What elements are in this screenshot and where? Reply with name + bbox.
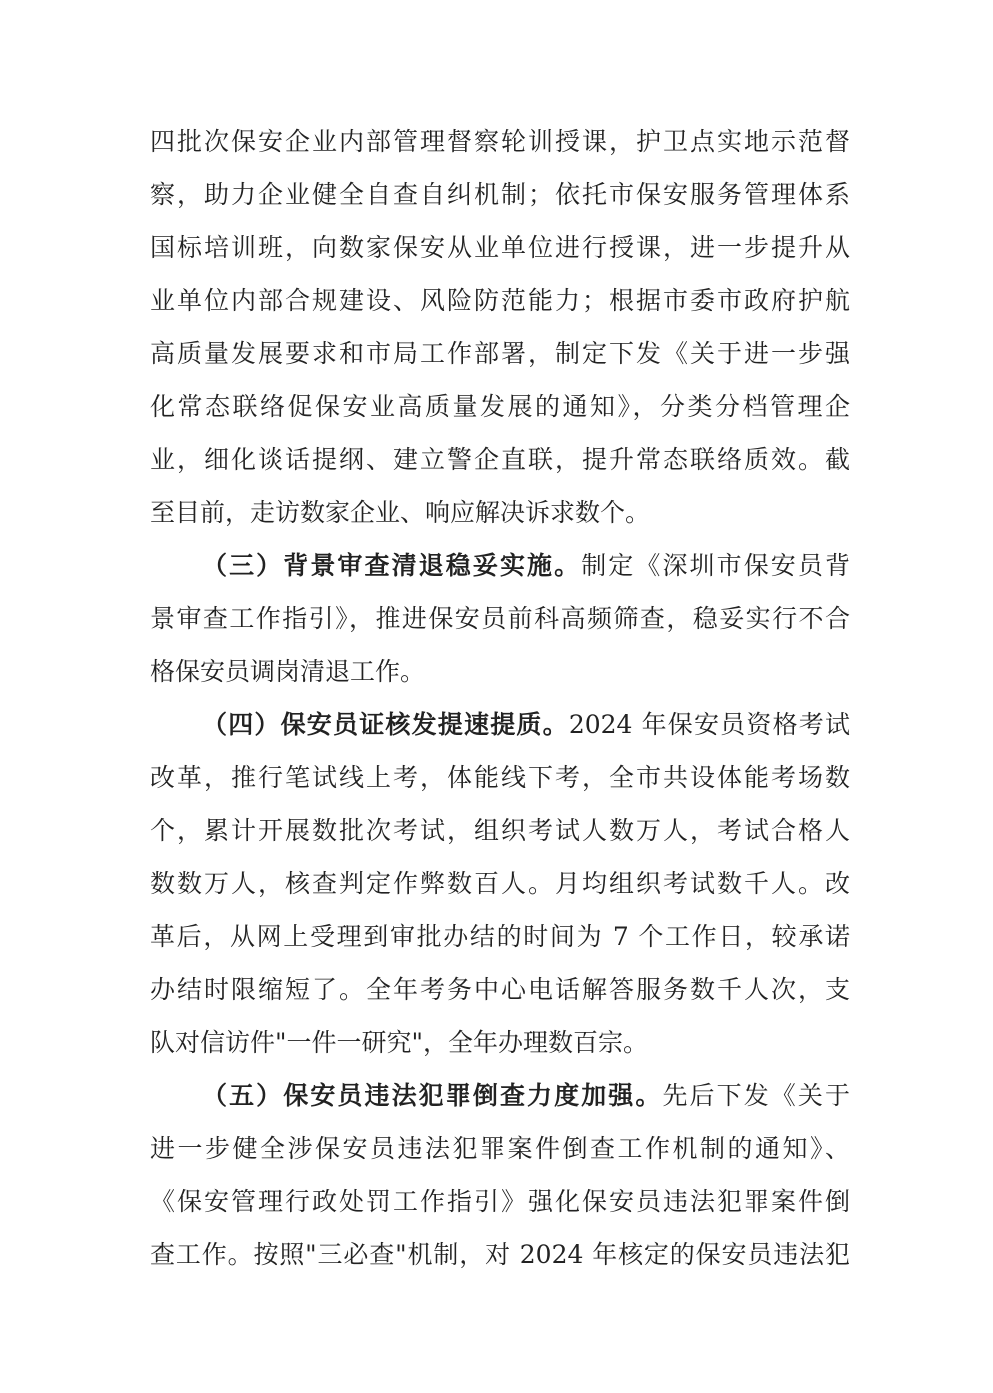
paragraph-line: 队对信访件"一件一研究"，全年办理数百宗。 bbox=[150, 1028, 648, 1057]
section-heading-5: （五）保安员违法犯罪倒查力度加强。 bbox=[202, 1081, 663, 1110]
paragraph-line: 进一步健全涉保安员违法犯罪案件倒查工作机制的通知》、 bbox=[150, 1134, 850, 1163]
paragraph-line: 察，助力企业健全自查自纠机制；依托市保安服务管理体系 bbox=[150, 180, 850, 209]
paragraph-line: 化常态联络促保安业高质量发展的通知》，分类分档管理企 bbox=[150, 392, 850, 421]
paragraph-line: 《保安管理行政处罚工作指引》强化保安员违法犯罪案件倒 bbox=[150, 1187, 850, 1216]
paragraph-line: 个，累计开展数批次考试，组织考试人数万人，考试合格人 bbox=[150, 816, 850, 845]
paragraph-line: 四批次保安企业内部管理督察轮训授课，护卫点实地示范督 bbox=[150, 127, 850, 156]
section-heading-line: （四）保安员证核发提速提质。2024 年保安员资格考试 bbox=[202, 710, 850, 739]
paragraph-line: 景审查工作指引》，推进保安员前科高频筛查，稳妥实行不合 bbox=[150, 604, 850, 633]
paragraph-line: 高质量发展要求和市局工作部署，制定下发《关于进一步强 bbox=[150, 339, 850, 368]
section-heading-4: （四）保安员证核发提速提质。 bbox=[202, 710, 569, 739]
paragraph-line: 改革，推行笔试线上考，体能线下考，全市共设体能考场数 bbox=[150, 763, 850, 792]
paragraph-line: 革后，从网上受理到审批办结的时间为 7 个工作日，较承诺 bbox=[150, 922, 850, 951]
paragraph-line: 业单位内部合规建设、风险防范能力；根据市委市政府护航 bbox=[150, 286, 850, 315]
section-heading-line: （五）保安员违法犯罪倒查力度加强。先后下发《关于 bbox=[202, 1081, 850, 1110]
paragraph-line: 业，细化谈话提纲、建立警企直联，提升常态联络质效。截 bbox=[150, 445, 850, 474]
paragraph-line: 办结时限缩短了。全年考务中心电话解答服务数千人次，支 bbox=[150, 975, 850, 1004]
paragraph-line: 国标培训班，向数家保安从业单位进行授课，进一步提升从 bbox=[150, 233, 850, 262]
paragraph-line: 格保安员调岗清退工作。 bbox=[150, 657, 426, 686]
section-heading-3: （三）背景审查清退稳妥实施。 bbox=[202, 551, 582, 580]
section-heading-line: （三）背景审查清退稳妥实施。制定《深圳市保安员背 bbox=[202, 551, 850, 580]
paragraph-line: 数数万人，核查判定作弊数百人。月均组织考试数千人。改 bbox=[150, 869, 850, 898]
paragraph-line: 查工作。按照"三必查"机制，对 2024 年核定的保安员违法犯 bbox=[150, 1240, 850, 1269]
paragraph-line: 至目前，走访数家企业、响应解决诉求数个。 bbox=[150, 498, 651, 527]
